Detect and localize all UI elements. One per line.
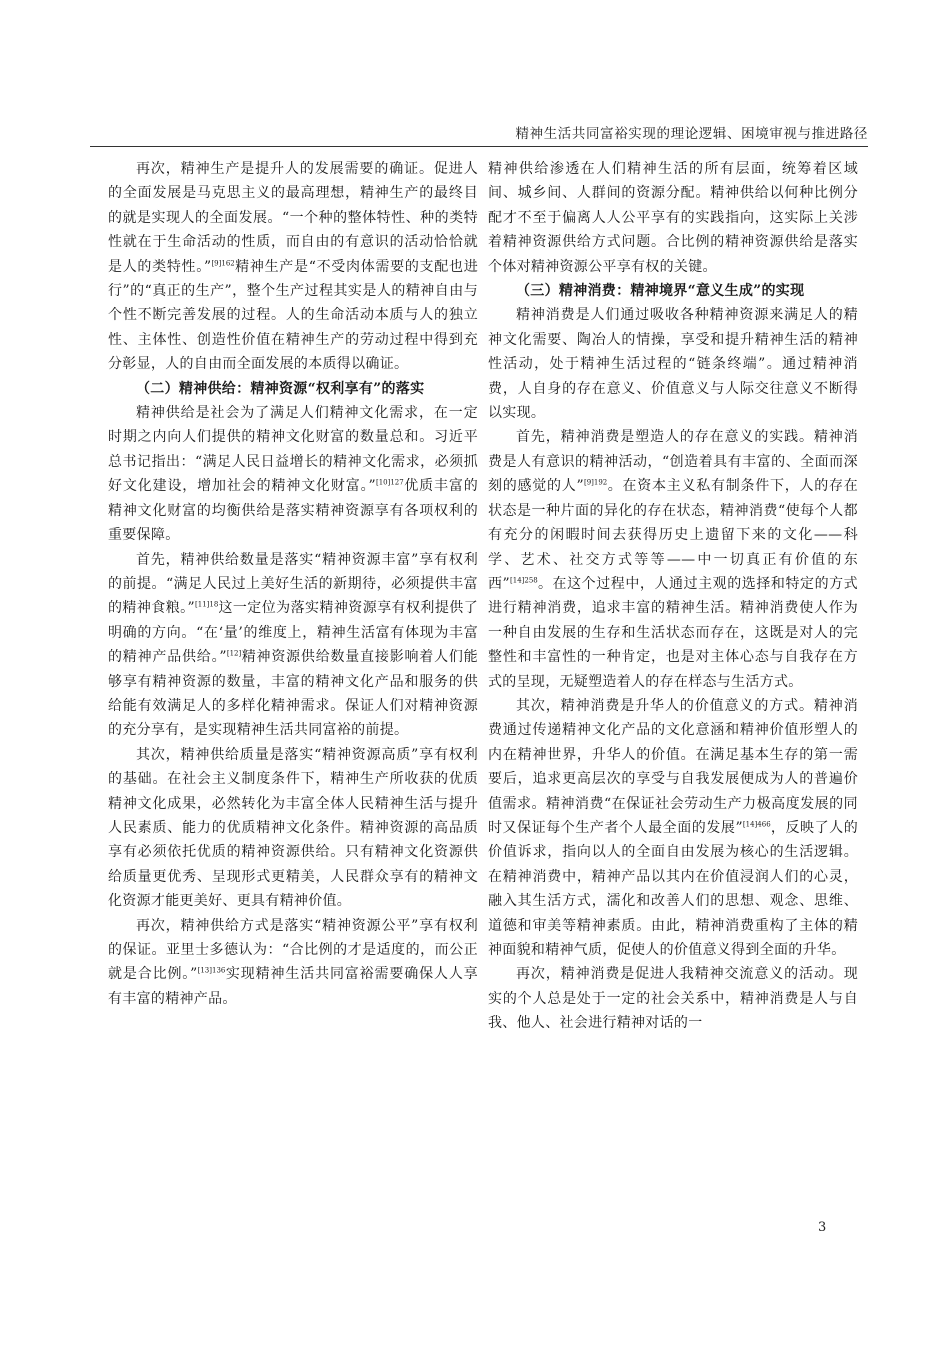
citation-ref: [10]127 [375,478,404,487]
paragraph: 再次，精神消费是促进人我精神交流意义的活动。现实的个人总是处于一定的社会关系中，精神消费是人与自我、他人、社会进行精神对话的一 [488,966,858,1032]
citation-ref: [12] [226,649,242,658]
left-column [108,157,478,1011]
paragraph: 精神供给渗透在人们精神生活的所有层面，统筹着区域间、城乡间、人群间的资源分配。精神供给以何种比例分配才不至于偏离人人公平享有的实践指向，这实际上关涉着精神资源供给方式问题。合比例的精神资源供给是落实个体对精神资源公平享有权的关键。 [488,161,858,275]
section-heading: （二）精神供给：精神资源“权利享有”的落实 [136,380,425,397]
right-column [488,157,858,1036]
citation-ref: [9]162 [211,258,235,267]
header-rule [90,146,868,147]
citation-ref: [11]18 [195,600,219,609]
running-head: 精神生活共同富裕实现的理论逻辑、困境审视与推进路径 [515,126,868,142]
citation-ref: [9]192 [583,478,608,487]
paragraph: 其次，精神供给质量是落实“精神资源高质”享有权利的基础。在社会主义制度条件下，精神生产所收获的优质精神文化成果，必然转化为丰富全体人民精神生活与提升人民素质、能力的优质精神文化条件。精神资源的高品质享有必须依托优质的精神资源供给。只有精神文化资源供给质量更优秀、呈现形式更精美，人民群众享有的精神文化资源才能更美好、更具有精神价值。 [108,746,478,910]
paragraph: 精神供给是社会为了满足人们精神文化需求，在一定时期之内向人们提供的精神文化财富的数量总和。习近平总书记指出：“满足人民日益增长的精神文化需求，必须抓好文化建设，增加社会的精神文化财富。”$^{[10]127}$优质丰富的精神文化财富的均衡供给是落实精神资源享有各项权利的重要保障。 [108,405,479,544]
citation-ref: [14]258 [510,576,538,585]
paragraph: 首先，精神供给数量是落实“精神资源丰富”享有权利的前提。“满足人民过上美好生活的新期待，必须提供丰富的精神食粮。”$^{[11]18}$这一定位为落实精神资源享有权利提供了明确的方向。“在‘量’的维度上，精神生活富有体现为丰富的精神产品供给。”[12]精神资源供给数量直接影响着人们能够享有精神资源的数量，丰富的精神文化产品和服务的供给能有效满足人的多样化精神需求。保证人们对精神资源的充分享有，是实现精神生活共同富裕的前提。 [108,551,478,739]
paragraph: 再次，精神供给方式是落实“精神资源公平”享有权利的保证。亚里士多德认为：“合比例的才是适度的，而公正就是合比例。”$^{[13]136}$实现精神生活共同富裕需要确保人人享有丰富的精神产品。 [108,917,478,1007]
paragraph: 其次，精神消费是升华人的价值意义的方式。精神消费通过传递精神文化产品的文化意涵和精神价值形塑人的内在精神世界，升华人的价值。在满足基本生存的第一需要后，追求更高层次的享受与自我发展便成为人的普遍价值需求。精神消费“在保证社会劳动生产力极高度发展的同时又保证每个生产者个人最全面的发展”$^{[14]466}$，反映了人的价值诉求，指向以人的全面自由发展为核心的生活逻辑。在精神消费中，精神产品以其内在价值浸润人们的心灵，融入其生活方式，濡化和改善人们的思想、观念、思维、道德和审美等精神素质。由此，精神消费重构了主体的精神面貌和精神气质，促使人的价值意义得到全面的升华。 [488,697,858,958]
citation-ref: [13]136 [197,966,226,975]
page-number: 3 [818,1220,827,1235]
section-heading: （三）精神消费：精神境界“意义生成”的实现 [516,283,805,300]
paragraph: 首先，精神消费是塑造人的存在意义的实践。精神消费是人有意识的精神活动，“创造着具有丰富的、全面而深刻的感觉的人”$^{[9]192}$。在资本主义私有制条件下，人的存在状态是一种片面的异化的存在状态，精神消费“使每个人都有充分的闲暇时间去获得历史上遗留下来的文化——科学、艺术、社交方式等等——中一切真正有价值的东西”$^{[14]258}$。在这个过程中，人通过主观的选择和特定的方式进行精神消费，追求丰富的精神生活。精神消费使人作为一种自由发展的生存和生活状态而存在，这既是对人的完整性和丰富性的一种肯定，也是对主体心态与自我存在方式的呈现，无疑塑造着人的存在样态与生活方式。 [488,429,858,690]
citation-ref: [14]466 [742,820,771,829]
paragraph: 精神消费是人们通过吸收各种精神资源来满足人的精神文化需要、陶冶人的情操，享受和提升精神生活的精神性活动，处于精神生活过程的“链条终端”。通过精神消费，人自身的存在意义、价值意义与人际交往意义不断得以实现。 [488,307,858,422]
paragraph: 再次，精神生产是提升人的发展需要的确证。促进人的全面发展是马克思主义的最高理想，精神生产的最终目的就是实现人的全面发展。“一个种的整体特性、种的类特性就在于生命活动的性质，而自由的有意识的活动恰恰就是人的类特性。”$^{[9]162}$精神生产是“不受肉体需要的支配也进行”的“真正的生产”，整个生产过程其实是人的精神自由与个性不断完善发展的过程。人的生命活动本质与人的独立性、主体性、创造性价值在精神生产的劳动过程中得到充分彰显，人的自由而全面发展的本质得以确证。 [108,161,478,373]
